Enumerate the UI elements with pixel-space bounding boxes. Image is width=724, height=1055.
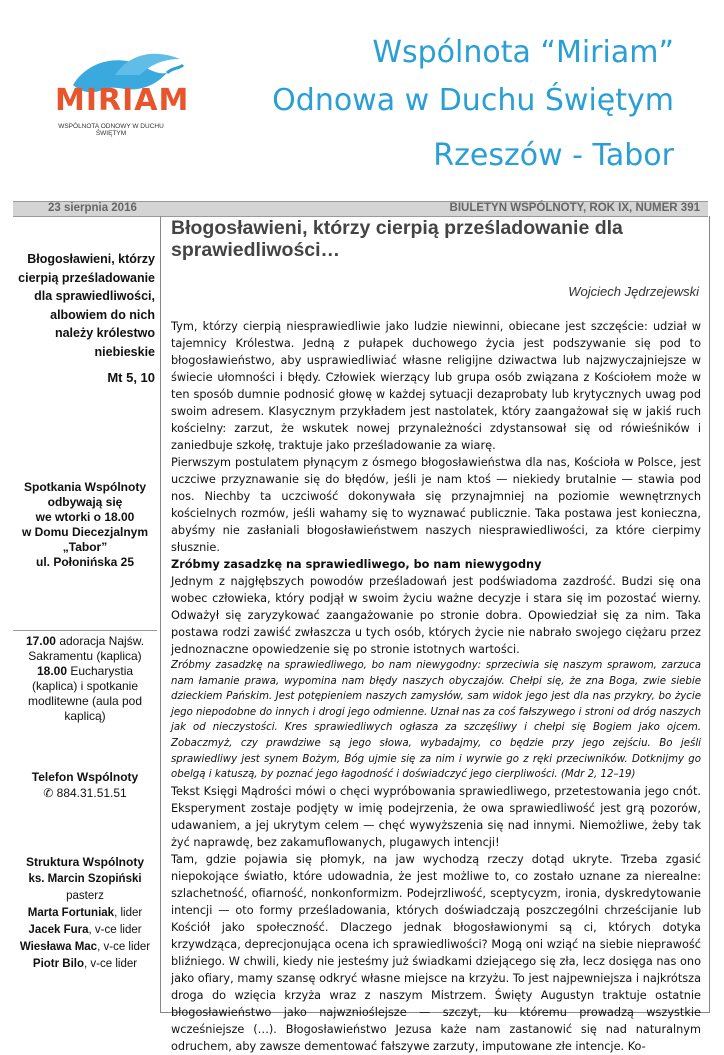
leader-name: Piotr Bilo xyxy=(32,958,85,970)
leader-row xyxy=(13,956,157,973)
schedule-text: adoracja Najśw. Sakramentu (kaplica) xyxy=(28,634,145,663)
leader-name: Jacek Fura xyxy=(28,924,89,936)
meetings-line: we wtorki o 18.00 xyxy=(35,510,135,524)
schedule-time: 17.00 xyxy=(25,634,56,648)
schedule xyxy=(13,630,157,724)
logo xyxy=(55,45,195,145)
phone-line xyxy=(13,786,157,800)
meetings-line: w Domu Diecezjalnym xyxy=(21,525,149,539)
leader-name: Marta Fortuniak xyxy=(27,907,115,919)
leader-row xyxy=(13,922,157,939)
leader-role: , v-ce lider xyxy=(84,958,138,970)
subheading: Zróbmy zasadzkę na sprawiedliwego, bo nam niewygodny xyxy=(171,558,542,571)
sidebar xyxy=(13,216,157,1014)
meetings-info xyxy=(13,480,157,570)
leader-row xyxy=(13,939,157,956)
community-structure xyxy=(13,854,157,973)
header-line-3: Rzeszów - Tabor xyxy=(433,138,674,173)
bulletin-info: BIULETYN WSPÓLNOTY, ROK IX, NUMER 391 xyxy=(449,202,700,214)
header-line-1: Wspólnota “Miriam” xyxy=(372,35,674,70)
structure-heading: Struktura Wspólnoty xyxy=(25,855,144,869)
meetings-line: Spotkania Wspólnoty xyxy=(23,480,146,494)
phone-heading: Telefon Wspólnoty xyxy=(31,770,139,784)
info-bar xyxy=(13,201,708,217)
paragraph: Jednym z najgłębszych powodów prześladowań jest podświadoma zazdrość. Budzi się ona wobec człowieka, który podjął w swoim życiu ważne decyzje i stara się im pozostać wierny. Odważył się zaryzykować zaangażowanie po stronie dobra. Opowiedział się za nim. Taka postawa rodzi zawiść zwłaszcza u tych osób, których życie nie nabrało swojego ciężaru przez jednoznaczne opowiedzenie się po stronie istotnych wartości. xyxy=(171,575,701,656)
paragraph: Tam, gdzie pojawia się płomyk, na jaw wychodzą rzeczy dotąd ukryte. Trzeba zgasić niepokojące światło, które udowadnia, że jest możliwe to, co zostało uznane za nierealne: szlachetność, ofiarność, nonkonformizm. Podejrzliwość, sceptycyzm, ironia, dyskredytowanie intencji — oto formy prześladowania, których doświadczają poszczególni chrześcijanie lub Kościół jako społeczność. Dlaczego jednak błogosławionymi są ci, których dotyka krzywdząca, deprecjonująca ocena ich sprawiedliwości? Mogą oni wziąć na siebie nieprawość bliźniego. W chwili, kiedy nie jesteśmy już świadkami dziejącego się zła, lecz dosięga nas ono jako ofiary, mamy szansę odkryć własne miejsce na krzyżu. To jest najpewniejsza i najkrótsza droga do wzięcia krzyża wraz z naszym Mistrzem. Święty Augustyn traktuje ostatnie błogosławieństwo jako najwznioślejsze — szczyt, ku któremu prowadzą wszystkie wcześniejsze (…). Błogosławieństwo Jezusa każe nam zastanowić się nad naturalnym odruchem, aby zawsze dementować fałszywe zarzuty, imputowane złe intencje. Ko- xyxy=(171,852,701,1053)
paragraph: Tekst Księgi Mądrości mówi o chęci wypróbowania sprawiedliwego, przetestowania jego cnót. Eksperyment zostaje podjęty w imię podejrzenia, że owa sprawiedliwość jest grą pozorów, udawaniem, a jej ukrytym celem — chęć wywyższenia się nad innymi. Niemożliwe, żeby tak żyć naprawdę, bez zakamuflowanych, plugawych intencji! xyxy=(171,784,701,849)
schedule-time: 18.00 xyxy=(36,664,67,678)
scripture-quote: Zróbmy zasadzkę na sprawiedliwego, bo nam niewygodny: sprzeciwia się naszym sprawom, zarzuca nam łamanie prawa, wypomina nam błędy naszych obyczajów. Chełpi się, że zna Boga, zwie siebie dzieckiem Pańskim. Jest potępieniem naszych zamysłów, sam widok jego jest dla nas przykry, bo życie jego niepodobne do innych i drogi jego odmienne. Uznał nas za coś fałszywego i stroni od dróg naszych jak od nieczystości. Kres sprawiedliwych ogłasza za szczęśliwy i chełpi się Bogiem jako ojcem. Zobaczmyż, czy prawdziwe są jego słowa, wybadajmy, co będzie przy jego zejściu. Bo jeśli sprawiedliwy jest synem Bożym, Bóg ujmie się za nim i wyrwie go z ręki przeciwników. Dotknijmy go obelgą i katuszą, by poznać jego łagodność i doświadczyć jego cierpliwości. (Mdr 2, 12–19) xyxy=(171,660,701,781)
article-body xyxy=(171,318,701,1055)
pastor-role: pasterz xyxy=(66,890,104,902)
paragraph: Pierwszym postulatem płynącym z ósmego błogosławieństwa dla nas, Kościoła w Polsce, jest uczciwe przyznawanie się do błędów, jeśli je nam ktoś — niekiedy brutalnie — stawia pod nos. Niechby ta uczciwość dokonywała się przynajmniej na poziomie wewnętrznych kościelnych rozmów, jeśli wahamy się to wyznawać publicznie. Taka postawa jest konieczna, abyśmy nie zasłaniali błogosławieństwem naszych niesprawiedliwości, za które cierpimy słusznie. xyxy=(171,456,701,554)
article-author: Wojciech Jędrzejewski xyxy=(568,284,699,299)
header-line-2: Odnowa w Duchu Świętym xyxy=(272,83,674,118)
meetings-line: „Tabor” xyxy=(62,540,108,554)
meetings-line: odbywają się xyxy=(47,495,123,509)
phone-icon: ✆ xyxy=(43,786,54,800)
logo-word: MIRIAM xyxy=(55,83,190,118)
leader-row xyxy=(13,905,157,922)
article-title: Błogosławieni, którzy cierpią prześladowanie dla sprawiedliwości… xyxy=(171,217,623,261)
article xyxy=(160,216,710,1053)
beatitude-quote: Błogosławieni, którzy cierpią prześladowanie dla sprawiedliwości, albowiem do nich należy królestwo niebieskie xyxy=(18,252,155,359)
leader-role: , v-ce lider xyxy=(97,941,151,953)
phone-number[interactable]: 884.31.51.51 xyxy=(56,786,127,800)
logo-subtitle: WSPÓLNOTA ODNOWY W DUCHU ŚWIĘTYM xyxy=(58,123,164,137)
leader-role: , v-ce lider xyxy=(88,924,142,936)
scripture-reference: Mt 5, 10 xyxy=(107,370,155,385)
issue-date: 23 sierpnia 2016 xyxy=(48,202,137,214)
paragraph: Tym, którzy cierpią niesprawiedliwie jako ludzie niewinni, obiecane jest szczęście: udział w tajemnicy Królestwa. Jedną z pułapek duchowego życia jest podszywanie się pod to błogosławieństwo, aby usprawiedliwiać własne religijne dziwactwa lub najzwyczajniejsze w świecie ułomności i błędy. Człowiek wierzący lub grupa osób związana z Kościołem może w ten sposób dumnie podnosić głowę w każdej sytuacji dezaprobaty lub krytycznych uwag pod swoim adresem. Klasycznym przykładem jest nastolatek, który zaangażował się w jakiś ruch kościelny: zarzut, że wskutek nowej przynależności zdystansował się od rówieśników i zaniedbuje szkołę, traktuje jako prześladowanie za wiarę. xyxy=(171,320,701,452)
leader-name: Wiesława Mac xyxy=(19,941,98,953)
pastor-name: ks. Marcin Szopiński xyxy=(28,873,142,885)
leader-role: , lider xyxy=(114,907,143,919)
schedule-text: Eucharystia (kaplica) i spotkanie modlitewne (aula pod kaplicą) xyxy=(27,664,143,723)
meetings-line: ul. Połonińska 25 xyxy=(35,555,135,569)
